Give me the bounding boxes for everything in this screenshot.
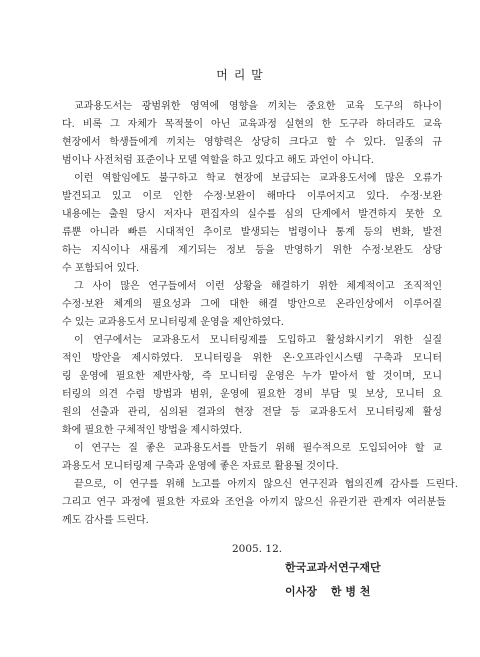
text-line: 현장에서 학생들에게 끼치는 영향력은 상당히 크다고 할 수 있다. 일종의 규	[62, 137, 442, 148]
text-line: 끝으로, 이 연구를 위해 노고를 아끼지 않으신 연구진과 협의진께 감사를 드린다.	[74, 479, 458, 490]
paragraph	[62, 440, 442, 476]
text-line: 그 사이 많은 연구들에서 이런 상황을 해결하기 위한 체계적이고 조직적인	[74, 281, 442, 292]
text-line: 범이나 사전처럼 표준이나 모델 역할을 하고 있다고 해도 과언이 아니다.	[62, 155, 374, 166]
text-line: 그리고 연구 과정에 필요한 자료와 조언을 아끼지 않으신 유관기관 관계자 여러분들	[62, 497, 446, 508]
signature-date: 2005. 12.	[232, 543, 283, 555]
text-line: 교과용도서는 광범위한 영역에 영향을 끼치는 중요한 교육 도구의 하나이	[74, 101, 442, 112]
paragraph	[62, 476, 458, 530]
text-line: 발견되고 있고 이로 인한 수정·보완이 해마다 이루어지고 있다. 수정·보완	[62, 191, 442, 202]
signature-line	[285, 585, 370, 599]
signature-name: 한 병 천	[330, 585, 371, 598]
text-line: 수정·보완 체계의 필요성과 그에 대한 해결 방안으로 온라인상에서 이루어질	[62, 299, 442, 310]
text-line: 이런 역할임에도 불구하고 학교 현장에 보급되는 교과용도서에 많은 오류가	[74, 173, 442, 184]
paragraph	[62, 98, 442, 170]
preface-body	[62, 98, 458, 530]
text-line: 과용도서 모니터링제 구축과 운영에 좋은 자료로 활용될 것이다.	[62, 461, 339, 472]
page-title: 머 리 말	[216, 68, 264, 82]
paragraph	[62, 332, 442, 440]
text-line: 이 연구에서는 교과용도서 모니터링제를 도입하고 활성화시키기 위한 실질	[74, 335, 442, 346]
signature-position: 이사장	[285, 585, 317, 598]
text-line: 다. 비록 그 자체가 목적물이 아닌 교육과정 실현의 한 도구라 하더라도 교육	[62, 119, 442, 130]
text-line: 내용에는 출원 당시 저자나 편집자의 실수를 심의 단계에서 발견하지 못한 오	[62, 209, 442, 220]
text-line: 수 포함되어 있다.	[62, 263, 140, 274]
text-line: 께도 감사를 드린다.	[62, 515, 149, 526]
text-line: 이 연구는 질 좋은 교과용도서를 만들기 위해 필수적으로 도입되어야 할 교	[74, 443, 442, 454]
paragraph	[62, 170, 442, 278]
signature-organization: 한국교과서연구재단	[285, 561, 381, 574]
text-line: 화에 필요한 구체적인 방법을 제시하였다.	[62, 425, 243, 436]
text-line: 적인 방안을 제시하였다. 모니터링을 위한 온·오프라인시스템 구축과 모니터	[62, 353, 442, 364]
text-line: 원의 선출과 관리, 심의된 결과의 현장 전달 등 교과용도서 모니터링제 활성	[62, 407, 442, 418]
text-line: 수 있는 교과용도서 모니터링제 운영을 제안하였다.	[62, 317, 284, 328]
paragraph	[62, 278, 442, 332]
text-line: 류뿐 아니라 빠른 시대적인 추이로 발생되는 법령이나 통계 등의 변화, 발전	[62, 227, 442, 238]
text-line: 링 운영에 필요한 제반사항, 즉 모니터링 운영은 누가 맡아서 할 것이며, 모니	[62, 371, 442, 382]
text-line: 하는 지식이나 새롭게 제기되는 정보 등을 반영하기 위한 수정·보완도 상당	[62, 245, 442, 256]
text-line: 터링의 의견 수렴 방법과 범위, 운영에 필요한 경비 부담 및 보상, 모니터 요	[62, 389, 442, 400]
